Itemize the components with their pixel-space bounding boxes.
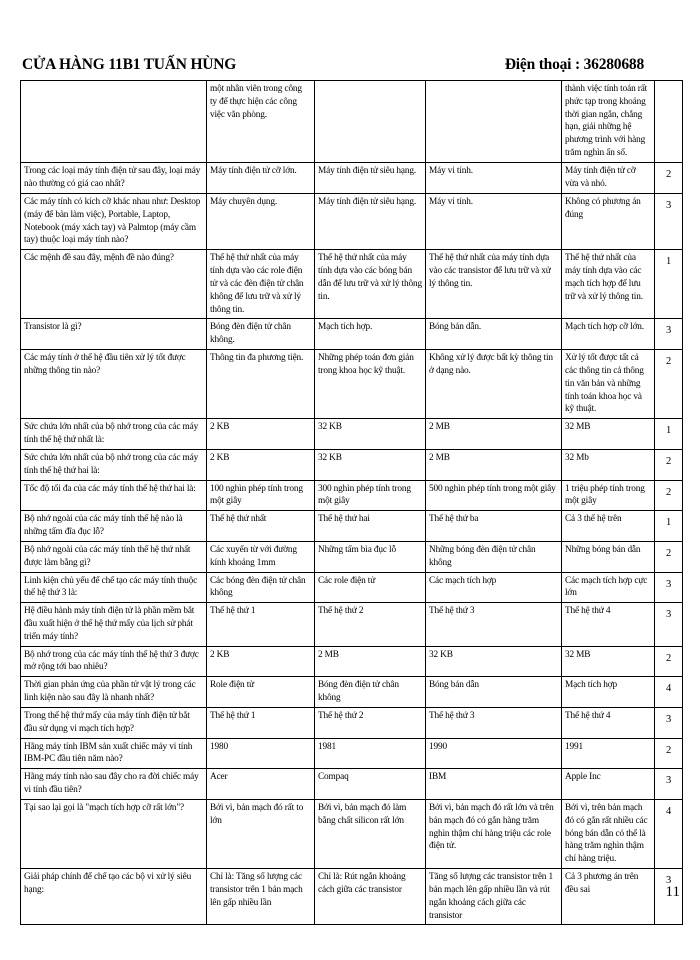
option-c-cell: 500 nghìn phép tính trong một giây: [426, 480, 562, 511]
option-d-cell: Không có phương án đúng: [562, 193, 655, 249]
question-cell: Sức chứa lớn nhất của bộ nhớ trong của các máy tính thế hệ thứ nhất là:: [21, 419, 207, 450]
option-a-cell: Máy chuyên dụng.: [207, 193, 315, 249]
answer-cell: 3: [655, 603, 683, 646]
option-c-cell: [426, 81, 562, 163]
table-row: [21, 769, 683, 800]
store-name: CỬA HÀNG 11B1 TUẤN HÙNG: [22, 56, 237, 73]
question-cell: Trong thế hệ thứ mấy của máy tính điện tử bắt đầu sử dụng vi mạch tích hợp?: [21, 707, 207, 738]
answer-cell: 4: [655, 677, 683, 708]
answer-cell: 1: [655, 250, 683, 319]
option-a-cell: Thế hệ thứ 1: [207, 707, 315, 738]
option-c-cell: Các mạch tích hợp: [426, 572, 562, 603]
answer-cell: 3: [655, 769, 683, 800]
option-c-cell: 32 KB: [426, 646, 562, 677]
phone-number: Điện thoại : 36280688: [504, 56, 644, 73]
table-row: [21, 572, 683, 603]
table-row: [21, 799, 683, 868]
question-cell: Sức chứa lớn nhất của bộ nhớ trong của các máy tính thế hệ thứ hai là:: [21, 449, 207, 480]
option-d-cell: Thế hệ thứ 4: [562, 603, 655, 646]
option-a-cell: Role điện tử: [207, 677, 315, 708]
option-b-cell: Compaq: [315, 769, 426, 800]
table-row: [21, 603, 683, 646]
question-cell: Các mệnh đề sau đây, mệnh đề nào đúng?: [21, 250, 207, 319]
question-cell: Tại sao lại gọi là "mạch tích hợp cỡ rất lớn"?: [21, 799, 207, 868]
table-row: [21, 869, 683, 925]
question-cell: Transistor là gì?: [21, 319, 207, 350]
option-b-cell: Các role điện tử: [315, 572, 426, 603]
option-a-cell: 2 KB: [207, 646, 315, 677]
question-cell: Các máy tính ở thế hệ đầu tiên xử lý tốt được những thông tin nào?: [21, 350, 207, 419]
answer-cell: 3: [655, 572, 683, 603]
option-b-cell: Máy tính điện tử siêu hạng.: [315, 162, 426, 193]
option-c-cell: Tăng số lượng các transistor trên 1 bản mạch lên gấp nhiều lần và rút ngắn khoảng cách giữa các transistor: [426, 869, 562, 925]
answer-cell: [655, 81, 683, 163]
table-row: [21, 350, 683, 419]
question-cell: Bộ nhớ ngoài của các máy tính thế hệ thứ nhất được làm bằng gì?: [21, 541, 207, 572]
option-d-cell: Thế hệ thứ 4: [562, 707, 655, 738]
option-d-cell: Cả 3 thế hệ trên: [562, 511, 655, 542]
option-c-cell: Thế hệ thứ 3: [426, 707, 562, 738]
option-a-cell: Các bóng đèn điện tử chân không: [207, 572, 315, 603]
option-d-cell: Bởi vì, trên bản mạch đó có gắn rất nhiều các bóng bán dẫn có thể là hàng trăm nghìn thậm chí hàng triệu.: [562, 799, 655, 868]
question-cell: Hệ điều hành máy tính điện tử là phần mềm bắt đầu xuất hiện ở thế hệ thứ mấy của lịch sử phát triển máy tính?: [21, 603, 207, 646]
option-b-cell: [315, 81, 426, 163]
option-d-cell: Apple Inc: [562, 769, 655, 800]
option-b-cell: Máy tính điện tử siêu hạng.: [315, 193, 426, 249]
option-d-cell: 1 triệu phép tính trong một giây: [562, 480, 655, 511]
table-row: [21, 162, 683, 193]
option-c-cell: Thế hệ thứ ba: [426, 511, 562, 542]
option-c-cell: 1990: [426, 738, 562, 769]
option-c-cell: Thế hệ thứ nhất của máy tính dựa vào các transistor để lưu trữ và xử lý thông tin.: [426, 250, 562, 319]
option-b-cell: Những phép toán đơn giản trong khoa học kỹ thuật.: [315, 350, 426, 419]
page-number: 11: [665, 884, 680, 900]
answer-cell: 2: [655, 541, 683, 572]
option-a-cell: Bởi vì, bản mạch đó rất to lớn: [207, 799, 315, 868]
answer-cell: 2: [655, 350, 683, 419]
option-a-cell: Thế hệ thứ nhất: [207, 511, 315, 542]
table-row: [21, 646, 683, 677]
option-c-cell: 2 MB: [426, 449, 562, 480]
answer-cell: 3: [655, 319, 683, 350]
question-cell: Thời gian phản ứng của phần tử vật lý trong các linh kiện nào sau đây là nhanh nhất?: [21, 677, 207, 708]
answer-cell: 3: [655, 869, 683, 925]
option-b-cell: Thế hệ thứ 2: [315, 603, 426, 646]
option-a-cell: 2 KB: [207, 419, 315, 450]
option-d-cell: Cả 3 phương án trên đều sai: [562, 869, 655, 925]
answer-cell: 3: [655, 707, 683, 738]
question-cell: Hãng máy tính nào sau đây cho ra đời chiếc máy vi tính đầu tiên?: [21, 769, 207, 800]
option-d-cell: Các mạch tích hợp cực lớn: [562, 572, 655, 603]
table-row: [21, 480, 683, 511]
answer-cell: 1: [655, 511, 683, 542]
option-b-cell: Bởi vì, bản mạch đó làm bằng chất silicon rất lớn: [315, 799, 426, 868]
page-header: [22, 56, 682, 80]
option-c-cell: 2 MB: [426, 419, 562, 450]
option-d-cell: thành việc tính toán rất phức tạp trong khoảng thời gian ngắn, chẳng hạn, giải những hệ phương trình với hàng trăm nghìn ẩn số.: [562, 81, 655, 163]
option-c-cell: Những bóng đèn điện tử chân không: [426, 541, 562, 572]
question-cell: Bộ nhớ trong của các máy tính thế hệ thứ 3 được mở rộng tới bao nhiêu?: [21, 646, 207, 677]
answer-cell: 3: [655, 193, 683, 249]
option-c-cell: Không xử lý được bất kỳ thông tin ở dạng nào.: [426, 350, 562, 419]
option-b-cell: Thế hệ thứ 2: [315, 707, 426, 738]
option-c-cell: Bóng bán dẫn: [426, 677, 562, 708]
option-b-cell: Bóng đèn điện tử chân không: [315, 677, 426, 708]
answer-cell: 2: [655, 162, 683, 193]
question-cell: Trong các loại máy tính điện tử sau đây, loại máy nào thường có giá cao nhất?: [21, 162, 207, 193]
option-b-cell: Mạch tích hợp.: [315, 319, 426, 350]
question-cell: Tốc độ tối đa của các máy tính thế hệ thứ hai là:: [21, 480, 207, 511]
answer-cell: 4: [655, 799, 683, 868]
option-b-cell: 300 nghìn phép tính trong một giây: [315, 480, 426, 511]
option-d-cell: Xử lý tốt được tất cả các thông tin cả thông tin văn bản và những tính toán khoa học và kỹ thuật.: [562, 350, 655, 419]
option-b-cell: 32 KB: [315, 419, 426, 450]
option-d-cell: 32 MB: [562, 419, 655, 450]
option-d-cell: Máy tính điện tử cỡ vừa và nhỏ.: [562, 162, 655, 193]
question-cell: Giải pháp chính để chế tạo các bộ vi xử lý siêu hạng:: [21, 869, 207, 925]
option-a-cell: 100 nghìn phép tính trong một giây: [207, 480, 315, 511]
question-table: [20, 80, 683, 925]
table-row: [21, 319, 683, 350]
option-a-cell: 1980: [207, 738, 315, 769]
option-b-cell: Thế hệ thứ hai: [315, 511, 426, 542]
question-cell: Hãng máy tính IBM sản xuất chiếc máy vi tính IBM-PC đầu tiên năm nào?: [21, 738, 207, 769]
table-row: [21, 541, 683, 572]
option-c-cell: Thế hệ thứ 3: [426, 603, 562, 646]
option-b-cell: Chỉ là: Rút ngắn khoảng cách giữa các transistor: [315, 869, 426, 925]
option-c-cell: Bởi vì, bản mạch đó rất lớn và trên bản mạch đó có gắn hàng trăm nghìn thậm chí hàng triệu các role điện tử.: [426, 799, 562, 868]
option-d-cell: Những bóng bán dẫn: [562, 541, 655, 572]
answer-cell: 1: [655, 419, 683, 450]
option-d-cell: Thế hệ thứ nhất của máy tính dựa vào các mạch tích hợp để lưu trữ và xử lý thông tin.: [562, 250, 655, 319]
table-row: [21, 511, 683, 542]
answer-cell: 2: [655, 449, 683, 480]
option-a-cell: 2 KB: [207, 449, 315, 480]
table-row: [21, 193, 683, 249]
table-row: [21, 250, 683, 319]
option-b-cell: Những tấm bìa đục lỗ: [315, 541, 426, 572]
question-cell: Linh kiện chủ yếu để chế tạo các máy tính thuộc thế hệ thứ 3 là:: [21, 572, 207, 603]
option-d-cell: 32 MB: [562, 646, 655, 677]
table-row: [21, 677, 683, 708]
option-b-cell: 32 KB: [315, 449, 426, 480]
option-c-cell: Máy vi tính.: [426, 162, 562, 193]
option-d-cell: 32 Mb: [562, 449, 655, 480]
option-b-cell: Thế hệ thứ nhất của máy tính dựa vào các bóng bán dẫn để lưu trữ và xử lý thông tin.: [315, 250, 426, 319]
table-row: [21, 707, 683, 738]
option-a-cell: Thế hệ thứ nhất của máy tính dựa vào các role điện tử và các đèn điện tử chân không để lưu trữ và xử lý thông tin.: [207, 250, 315, 319]
option-a-cell: Thế hệ thứ 1: [207, 603, 315, 646]
option-d-cell: Mạch tích hợp cỡ lớn.: [562, 319, 655, 350]
option-a-cell: Chỉ là: Tăng số lượng các transistor trên 1 bản mạch lên gấp nhiều lần: [207, 869, 315, 925]
option-c-cell: Máy vi tính.: [426, 193, 562, 249]
option-a-cell: Acer: [207, 769, 315, 800]
table-row: [21, 81, 683, 163]
option-a-cell: Các xuyến từ với đường kính khoảng 1mm: [207, 541, 315, 572]
option-a-cell: Bóng đèn điện tử chân không.: [207, 319, 315, 350]
answer-cell: 2: [655, 480, 683, 511]
option-d-cell: 1991: [562, 738, 655, 769]
question-cell: Bộ nhớ ngoài của các máy tính thế hệ nào là những tấm đĩa đục lỗ?: [21, 511, 207, 542]
option-b-cell: 1981: [315, 738, 426, 769]
answer-cell: 2: [655, 646, 683, 677]
option-d-cell: Mạch tích hợp: [562, 677, 655, 708]
option-c-cell: Bóng bán dẫn.: [426, 319, 562, 350]
table-row: [21, 419, 683, 450]
question-cell: [21, 81, 207, 163]
option-a-cell: Máy tính điện tử cỡ lớn.: [207, 162, 315, 193]
option-b-cell: 2 MB: [315, 646, 426, 677]
table-row: [21, 449, 683, 480]
option-a-cell: Thông tin đa phương tiện.: [207, 350, 315, 419]
option-a-cell: một nhân viên trong công ty để thực hiện các công việc văn phòng.: [207, 81, 315, 163]
question-cell: Các máy tính có kích cỡ khác nhau như: Desktop (máy để bàn làm việc), Portable, Laptop, Notebook (máy xách tay) và Palmtop (máy cầm tay) thuộc loại máy tính nào?: [21, 193, 207, 249]
answer-cell: 2: [655, 738, 683, 769]
table-row: [21, 738, 683, 769]
option-c-cell: IBM: [426, 769, 562, 800]
